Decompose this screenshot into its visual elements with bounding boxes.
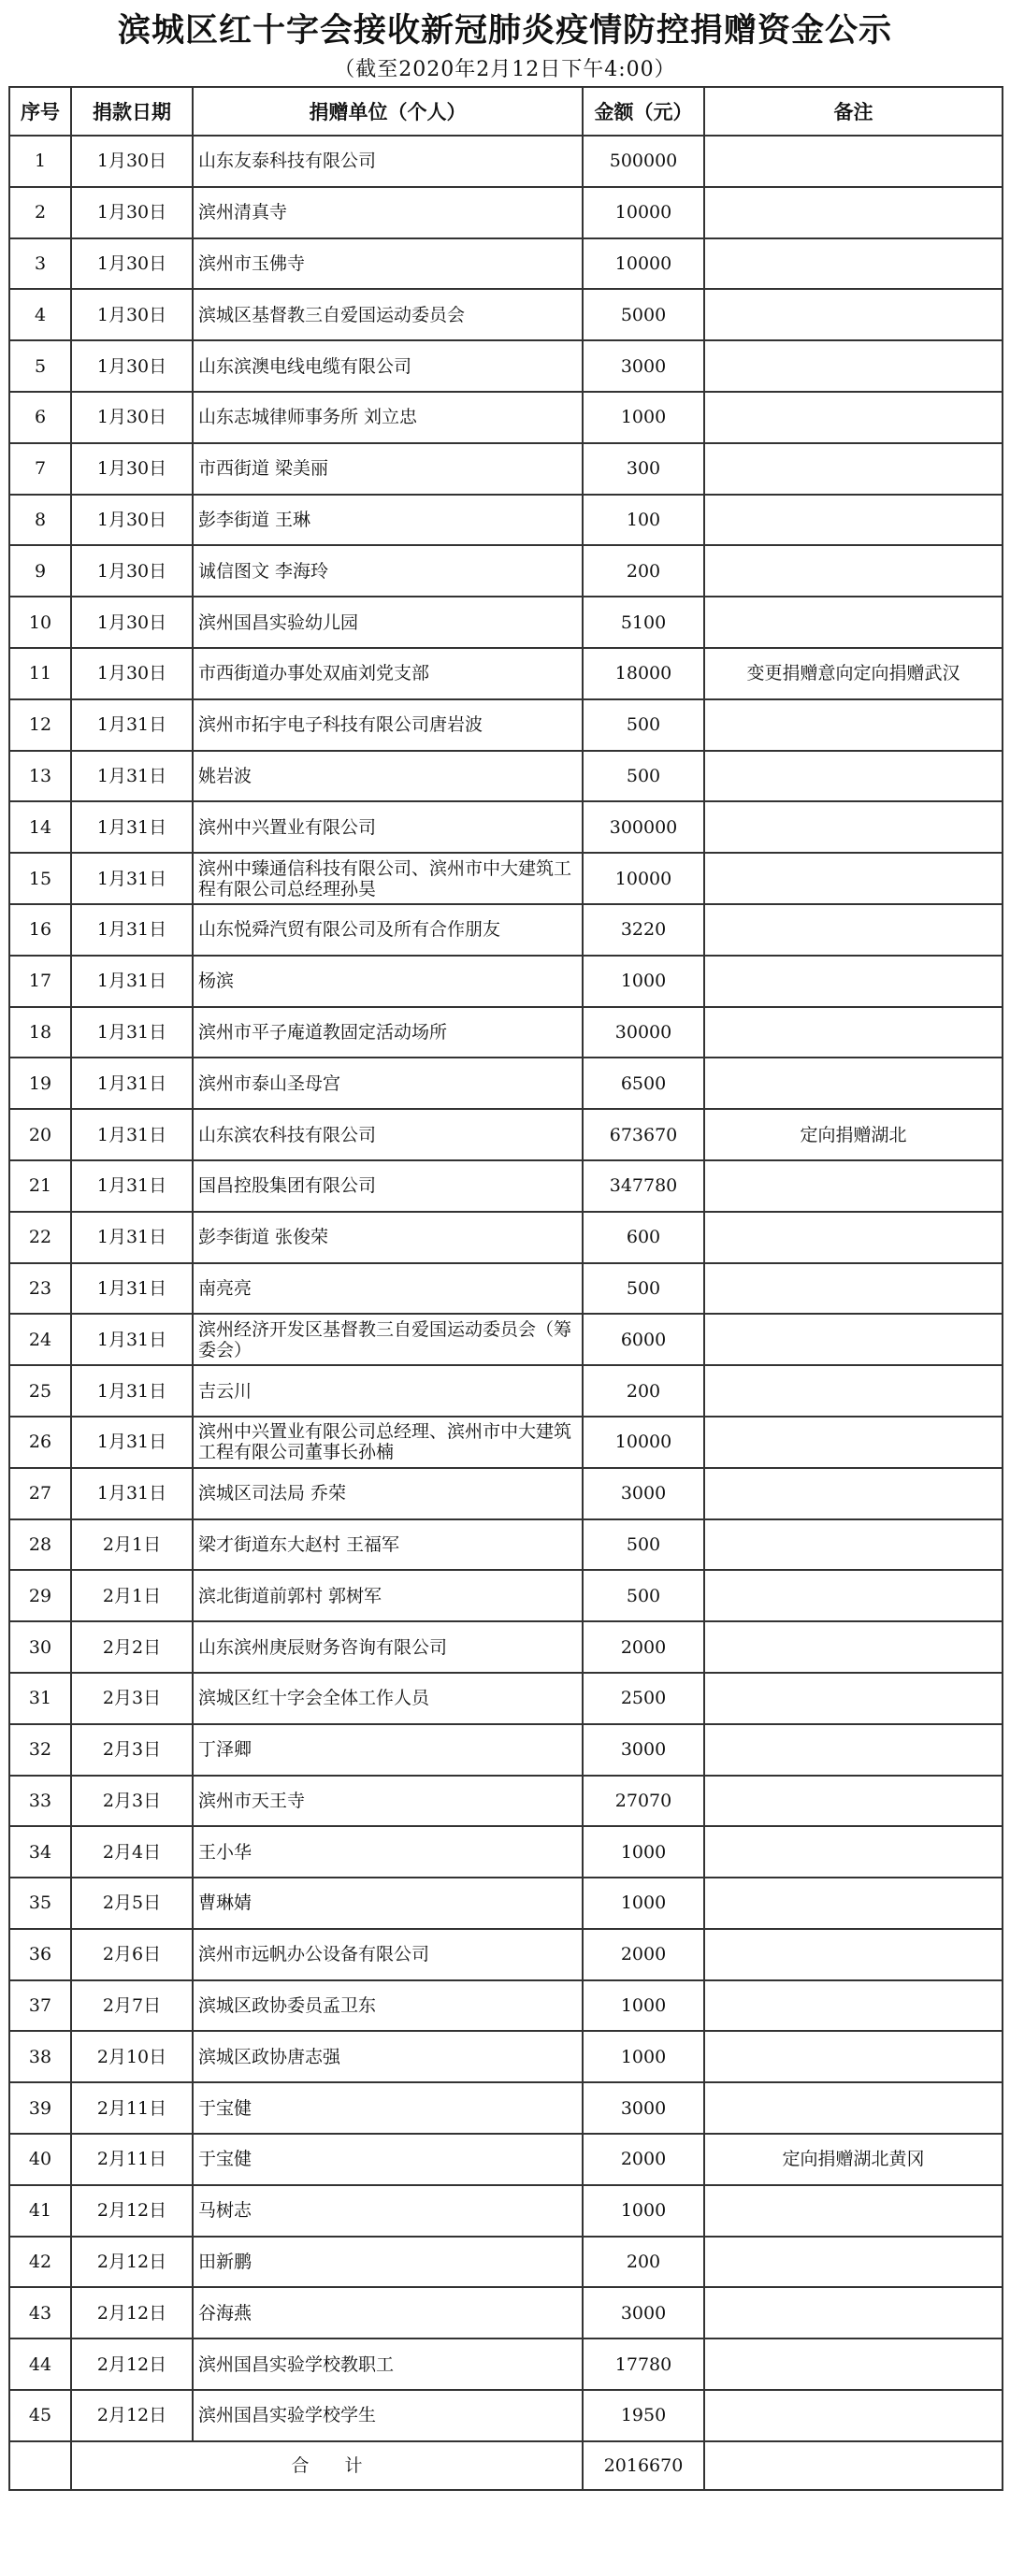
row-amount: 600 [583,1212,704,1263]
row-donor: 滨城区红十字会全体工作人员 [193,1673,583,1724]
row-donor: 滨州国昌实验幼儿园 [193,597,583,648]
row-amount: 2000 [583,2134,704,2185]
header-no: 序号 [9,87,71,136]
row-amount: 1000 [583,1826,704,1878]
row-amount: 6000 [583,1314,704,1365]
row-note [704,1724,1003,1776]
row-note [704,495,1003,546]
row-date: 1月31日 [71,1263,193,1315]
row-date: 1月31日 [71,1058,193,1109]
row-donor: 谷海燕 [193,2287,583,2339]
row-date: 1月31日 [71,1417,193,1468]
row-amount: 1000 [583,2031,704,2082]
row-date: 2月10日 [71,2031,193,2082]
row-amount: 6500 [583,1058,704,1109]
row-donor: 王小华 [193,1826,583,1878]
row-amount: 3000 [583,2287,704,2339]
header-amount: 金额（元） [583,87,704,136]
row-donor: 滨城区政协唐志强 [193,2031,583,2082]
row-amount: 2000 [583,1621,704,1673]
table-row [9,1673,1003,1724]
total-row [9,2441,1003,2490]
row-note [704,1058,1003,1109]
row-donor: 于宝健 [193,2082,583,2134]
table-row [9,2390,1003,2441]
row-number: 24 [9,1314,71,1365]
row-date: 1月31日 [71,1468,193,1519]
row-donor: 滨州经济开发区基督教三自爱国运动委员会（筹委会） [193,1314,583,1365]
row-amount: 2500 [583,1673,704,1724]
row-number: 21 [9,1160,71,1212]
row-note [704,1776,1003,1827]
row-note [704,2185,1003,2237]
page-subtitle: （截至2020年2月12日下午4:00） [334,58,676,81]
row-number: 15 [9,853,71,904]
row-note [704,2082,1003,2134]
row-date: 1月31日 [71,1160,193,1212]
row-number: 44 [9,2339,71,2390]
row-amount: 200 [583,545,704,597]
row-amount: 500 [583,1263,704,1315]
row-note [704,2287,1003,2339]
table-row [9,1724,1003,1776]
row-donor: 滨城区基督教三自爱国运动委员会 [193,289,583,340]
row-donor: 滨州市平子庵道教固定活动场所 [193,1007,583,1058]
row-number: 43 [9,2287,71,2339]
header-date: 捐款日期 [71,87,193,136]
row-number: 41 [9,2185,71,2237]
row-donor: 杨滨 [193,956,583,1007]
row-amount: 500 [583,751,704,802]
row-date: 1月31日 [71,853,193,904]
row-amount: 18000 [583,648,704,699]
table-body [9,136,1003,2441]
header-row [9,87,1003,136]
row-donor: 马树志 [193,2185,583,2237]
row-date: 1月30日 [71,648,193,699]
row-date: 1月31日 [71,1007,193,1058]
row-number: 6 [9,392,71,443]
header-donor: 捐赠单位（个人） [193,87,583,136]
row-note [704,545,1003,597]
document [8,7,1002,2491]
row-date: 2月12日 [71,2390,193,2441]
row-donor: 山东滨州庚辰财务咨询有限公司 [193,1621,583,1673]
table-row [9,699,1003,751]
row-donor: 山东悦舜汽贸有限公司及所有合作朋友 [193,904,583,956]
row-note [704,1212,1003,1263]
row-number: 33 [9,1776,71,1827]
row-number: 19 [9,1058,71,1109]
row-number: 39 [9,2082,71,2134]
row-date: 1月30日 [71,340,193,392]
row-note [704,2390,1003,2441]
table-row [9,1929,1003,1980]
row-date: 1月30日 [71,289,193,340]
table-row [9,1212,1003,1263]
row-number: 5 [9,340,71,392]
row-date: 1月30日 [71,545,193,597]
row-note [704,289,1003,340]
table-row [9,648,1003,699]
row-donor: 姚岩波 [193,751,583,802]
table-row [9,1468,1003,1519]
row-donor: 滨州市远帆办公设备有限公司 [193,1929,583,1980]
row-number: 42 [9,2237,71,2288]
row-date: 1月31日 [71,1109,193,1160]
total-label: 合 计 [71,2441,583,2490]
row-number: 28 [9,1519,71,1571]
row-note [704,956,1003,1007]
row-amount: 100 [583,495,704,546]
row-date: 1月31日 [71,699,193,751]
row-date: 2月11日 [71,2082,193,2134]
row-donor: 滨州中兴置业有限公司 [193,801,583,853]
row-note [704,597,1003,648]
table-row [9,1007,1003,1058]
row-number: 32 [9,1724,71,1776]
table-row [9,1417,1003,1468]
row-note [704,1519,1003,1571]
row-number: 40 [9,2134,71,2185]
row-date: 1月30日 [71,187,193,238]
row-amount: 3000 [583,1468,704,1519]
row-donor: 彭李街道 王琳 [193,495,583,546]
table-row [9,1160,1003,1212]
row-number: 26 [9,1417,71,1468]
row-date: 1月31日 [71,1314,193,1365]
table-row [9,443,1003,495]
row-amount: 1000 [583,1878,704,1929]
table-row [9,2287,1003,2339]
row-note [704,2031,1003,2082]
row-date: 1月31日 [71,751,193,802]
table-row [9,136,1003,187]
row-donor: 滨州国昌实验学校学生 [193,2390,583,2441]
table-row [9,597,1003,648]
row-note [704,1007,1003,1058]
row-amount: 3000 [583,340,704,392]
row-note [704,853,1003,904]
row-number: 4 [9,289,71,340]
row-number: 29 [9,1570,71,1621]
row-donor: 南亮亮 [193,1263,583,1315]
row-amount: 500 [583,1570,704,1621]
table-row [9,1263,1003,1315]
row-date: 2月1日 [71,1519,193,1571]
row-amount: 2000 [583,1929,704,1980]
row-amount: 10000 [583,187,704,238]
row-note [704,751,1003,802]
row-date: 1月31日 [71,1365,193,1417]
row-amount: 500 [583,699,704,751]
row-note [704,1673,1003,1724]
table-row [9,1826,1003,1878]
row-number: 13 [9,751,71,802]
row-amount: 3000 [583,2082,704,2134]
row-donor: 滨州中臻通信科技有限公司、滨州市中大建筑工程有限公司总经理孙昊 [193,853,583,904]
table-row [9,1519,1003,1571]
row-amount: 10000 [583,853,704,904]
row-date: 2月6日 [71,1929,193,1980]
row-note [704,443,1003,495]
row-amount: 27070 [583,1776,704,1827]
row-note [704,904,1003,956]
row-note [704,1365,1003,1417]
table-row [9,1776,1003,1827]
table-row [9,751,1003,802]
row-date: 2月12日 [71,2339,193,2390]
row-number: 18 [9,1007,71,1058]
row-donor: 田新鹏 [193,2237,583,2288]
row-donor: 曹琳婧 [193,1878,583,1929]
row-date: 2月12日 [71,2237,193,2288]
table-row [9,392,1003,443]
row-amount: 200 [583,1365,704,1417]
table-row [9,1365,1003,1417]
row-donor: 滨州中兴置业有限公司总经理、滨州市中大建筑工程有限公司董事长孙楠 [193,1417,583,1468]
row-number: 30 [9,1621,71,1673]
table-row [9,1980,1003,2032]
table-row [9,2237,1003,2288]
row-amount: 5100 [583,597,704,648]
table-row [9,1109,1003,1160]
row-note [704,1160,1003,1212]
row-date: 2月3日 [71,1776,193,1827]
table-row [9,2031,1003,2082]
row-date: 1月30日 [71,392,193,443]
row-amount: 1000 [583,392,704,443]
total-no-cell [9,2441,71,2490]
table-row [9,289,1003,340]
row-note [704,1570,1003,1621]
row-number: 31 [9,1673,71,1724]
row-number: 35 [9,1878,71,1929]
row-donor: 梁才街道东大赵村 王福军 [193,1519,583,1571]
row-donor: 国昌控股集团有限公司 [193,1160,583,1212]
row-donor: 滨州市拓宇电子科技有限公司唐岩波 [193,699,583,751]
row-note [704,238,1003,290]
row-amount: 347780 [583,1160,704,1212]
row-date: 2月3日 [71,1673,193,1724]
row-date: 2月1日 [71,1570,193,1621]
row-number: 12 [9,699,71,751]
row-note [704,392,1003,443]
row-note [704,1980,1003,2032]
row-date: 1月30日 [71,238,193,290]
row-amount: 30000 [583,1007,704,1058]
row-donor: 市西街道办事处双庙刘党支部 [193,648,583,699]
row-note: 变更捐赠意向定向捐赠武汉 [704,648,1003,699]
table-row [9,2134,1003,2185]
row-note [704,1314,1003,1365]
row-donor: 彭李街道 张俊荣 [193,1212,583,1263]
row-number: 9 [9,545,71,597]
row-note [704,1417,1003,1468]
row-number: 27 [9,1468,71,1519]
row-number: 38 [9,2031,71,2082]
row-note [704,1263,1003,1315]
table-row [9,340,1003,392]
row-number: 3 [9,238,71,290]
row-number: 25 [9,1365,71,1417]
row-note [704,1621,1003,1673]
row-number: 1 [9,136,71,187]
row-amount: 17780 [583,2339,704,2390]
row-donor: 滨州市玉佛寺 [193,238,583,290]
row-amount: 300 [583,443,704,495]
row-date: 1月30日 [71,443,193,495]
row-note: 定向捐赠湖北黄冈 [704,2134,1003,2185]
row-amount: 3000 [583,1724,704,1776]
header-note: 备注 [704,87,1003,136]
row-number: 2 [9,187,71,238]
row-amount: 673670 [583,1109,704,1160]
row-amount: 300000 [583,801,704,853]
row-donor: 丁泽卿 [193,1724,583,1776]
row-number: 36 [9,1929,71,1980]
row-note [704,1929,1003,1980]
row-amount: 1000 [583,2185,704,2237]
table-row [9,801,1003,853]
row-date: 2月2日 [71,1621,193,1673]
row-amount: 10000 [583,238,704,290]
table-row [9,1570,1003,1621]
row-number: 17 [9,956,71,1007]
row-note [704,187,1003,238]
row-number: 16 [9,904,71,956]
row-donor: 山东滨农科技有限公司 [193,1109,583,1160]
row-note [704,1878,1003,1929]
row-donor: 山东滨澳电线电缆有限公司 [193,340,583,392]
row-donor: 滨州国昌实验学校教职工 [193,2339,583,2390]
row-date: 2月11日 [71,2134,193,2185]
row-note [704,699,1003,751]
row-number: 8 [9,495,71,546]
row-donor: 市西街道 梁美丽 [193,443,583,495]
table-row [9,956,1003,1007]
row-note [704,1468,1003,1519]
row-amount: 3220 [583,904,704,956]
row-note [704,1826,1003,1878]
row-date: 2月12日 [71,2185,193,2237]
table-row [9,2185,1003,2237]
row-date: 2月4日 [71,1826,193,1878]
total-note-cell [704,2441,1003,2490]
row-donor: 山东志城律师事务所 刘立忠 [193,392,583,443]
row-amount: 1000 [583,956,704,1007]
row-donor: 山东友泰科技有限公司 [193,136,583,187]
table-row [9,853,1003,904]
row-donor: 诚信图文 李海玲 [193,545,583,597]
table-row [9,904,1003,956]
row-note [704,801,1003,853]
row-number: 22 [9,1212,71,1263]
table-row [9,2082,1003,2134]
table-row [9,2339,1003,2390]
table-row [9,1058,1003,1109]
total-amount: 2016670 [583,2441,704,2490]
row-donor: 滨州清真寺 [193,187,583,238]
table-row [9,545,1003,597]
row-number: 23 [9,1263,71,1315]
row-note [704,2237,1003,2288]
table-row [9,238,1003,290]
page-title: 滨城区红十字会接收新冠肺炎疫情防控捐赠资金公示 [117,12,892,50]
row-date: 1月30日 [71,495,193,546]
row-amount: 500 [583,1519,704,1571]
row-note [704,136,1003,187]
table-row [9,187,1003,238]
row-number: 20 [9,1109,71,1160]
table-row [9,1878,1003,1929]
table-row [9,495,1003,546]
row-amount: 5000 [583,289,704,340]
row-number: 45 [9,2390,71,2441]
row-donor: 滨城区司法局 乔荣 [193,1468,583,1519]
row-date: 2月3日 [71,1724,193,1776]
row-date: 1月31日 [71,904,193,956]
row-donor: 滨州市泰山圣母宫 [193,1058,583,1109]
row-date: 1月31日 [71,956,193,1007]
row-date: 2月5日 [71,1878,193,1929]
row-number: 14 [9,801,71,853]
row-amount: 500000 [583,136,704,187]
row-donor: 滨北街道前郭村 郭树军 [193,1570,583,1621]
row-note [704,2339,1003,2390]
row-donor: 滨州市天王寺 [193,1776,583,1827]
row-amount: 1950 [583,2390,704,2441]
row-donor: 吉云川 [193,1365,583,1417]
row-date: 1月30日 [71,597,193,648]
donation-table [8,86,1003,2491]
row-number: 11 [9,648,71,699]
row-date: 1月31日 [71,1212,193,1263]
row-date: 1月31日 [71,801,193,853]
row-donor: 滨城区政协委员孟卫东 [193,1980,583,2032]
row-amount: 1000 [583,1980,704,2032]
row-number: 37 [9,1980,71,2032]
table-row [9,1314,1003,1365]
row-amount: 10000 [583,1417,704,1468]
row-donor: 于宝健 [193,2134,583,2185]
table-row [9,1621,1003,1673]
row-amount: 200 [583,2237,704,2288]
row-number: 34 [9,1826,71,1878]
row-date: 2月12日 [71,2287,193,2339]
row-number: 10 [9,597,71,648]
row-date: 1月30日 [71,136,193,187]
row-note [704,340,1003,392]
row-note: 定向捐赠湖北 [704,1109,1003,1160]
row-date: 2月7日 [71,1980,193,2032]
row-number: 7 [9,443,71,495]
